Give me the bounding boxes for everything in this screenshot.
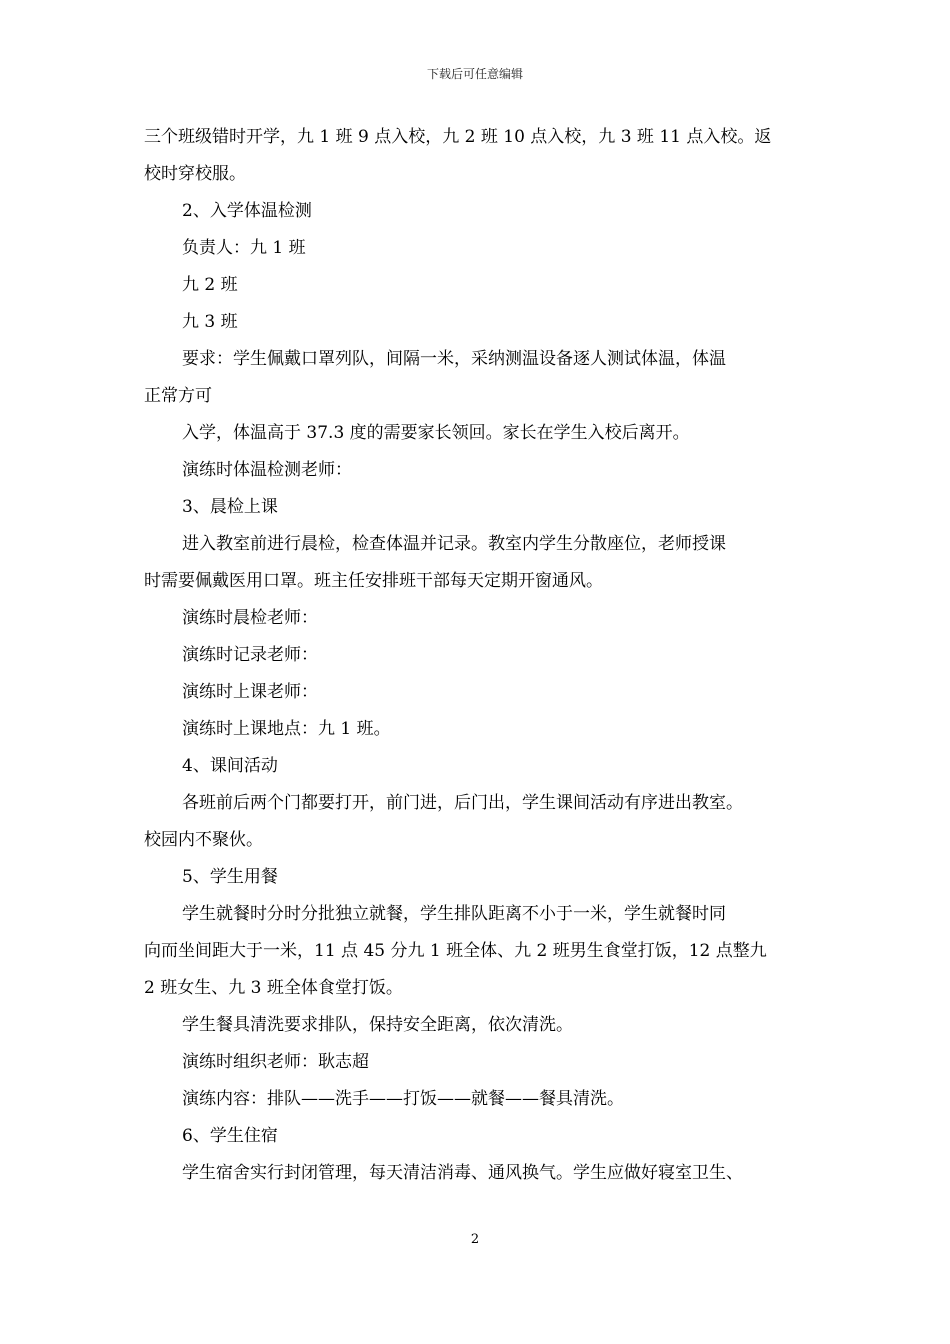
text-line: 进入教室前进行晨检，检查体温并记录。教室内学生分散座位，老师授课 (182, 534, 726, 554)
text-line: 三个班级错时开学，九 1 班 9 点入校，九 2 班 10 点入校，九 3 班 11 点入校。返 (144, 127, 772, 147)
section-heading: 4、课间活动 (182, 756, 278, 776)
text-line: 入学，体温高于 37.3 度的需要家长领回。家长在学生入校后离开。 (182, 423, 690, 443)
text-line: 2 班女生、九 3 班全体食堂打饭。 (144, 978, 403, 998)
text-line: 正常方可 (144, 386, 212, 406)
text-line: 向而坐间距大于一米，11 点 45 分九 1 班全体、九 2 班男生食堂打饭，12 点整九 (144, 941, 767, 961)
text-line: 演练时上课老师： (182, 682, 318, 702)
text-line: 校时穿校服。 (144, 164, 246, 184)
section-heading: 2、入学体温检测 (182, 201, 312, 221)
section-heading: 6、学生住宿 (182, 1126, 278, 1146)
section-heading: 5、学生用餐 (182, 867, 278, 887)
text-line: 学生就餐时分时分批独立就餐，学生排队距离不小于一米，学生就餐时同 (182, 904, 726, 924)
text-line: 要求：学生佩戴口罩列队，间隔一米，采纳测温设备逐人测试体温，体温 (182, 349, 726, 369)
text-line: 学生餐具清洗要求排队，保持安全距离，依次清洗。 (182, 1015, 573, 1035)
text-line: 演练时晨检老师： (182, 608, 318, 628)
text-line: 九 3 班 (182, 312, 238, 332)
text-line: 学生宿舍实行封闭管理，每天清洁消毒、通风换气。学生应做好寝室卫生、 (182, 1163, 743, 1183)
text-line: 时需要佩戴医用口罩。班主任安排班干部每天定期开窗通风。 (144, 571, 603, 591)
section-heading: 3、晨检上课 (182, 497, 278, 517)
text-line: 演练时记录老师： (182, 645, 318, 665)
text-line: 演练时组织老师：耿志超 (182, 1052, 369, 1072)
text-line: 负责人：九 1 班 (182, 238, 306, 258)
text-line: 演练时体温检测老师： (182, 460, 352, 480)
text-line: 演练内容：排队——洗手——打饭——就餐——餐具清洗。 (182, 1089, 624, 1109)
page-header: 下载后可任意编辑 (426, 67, 523, 81)
document-body (144, 119, 820, 1192)
text-line: 校园内不聚伙。 (144, 830, 263, 850)
text-line: 各班前后两个门都要打开，前门进，后门出，学生课间活动有序进出教室。 (182, 793, 743, 813)
text-line: 九 2 班 (182, 275, 238, 295)
page-number: 2 (470, 1232, 480, 1247)
text-line: 演练时上课地点：九 1 班。 (182, 719, 391, 739)
